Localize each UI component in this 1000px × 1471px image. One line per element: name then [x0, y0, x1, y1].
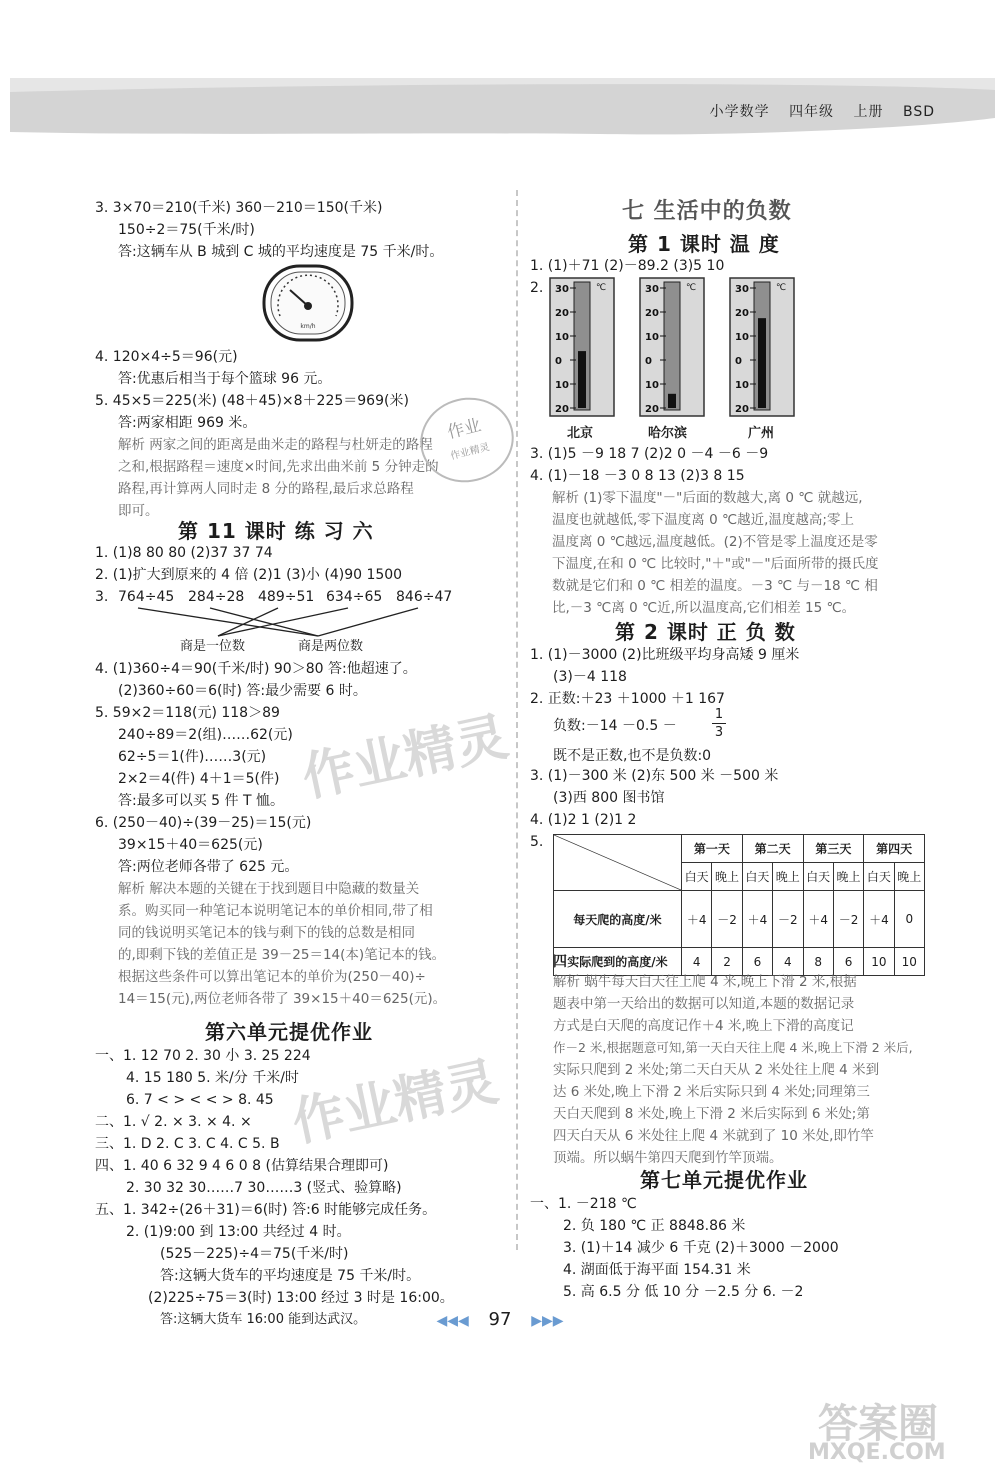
- answer-line: 62÷5＝1(件)……3(元): [118, 749, 267, 765]
- thermometer-tube: [664, 282, 680, 410]
- answer-line: 240÷89＝2(组)……62(元): [118, 727, 293, 743]
- explanation-line: 天白天爬到 8 米处,晚上下滑 2 米后实际到 6 米处;第: [553, 1106, 870, 1122]
- match-lines: [118, 606, 458, 638]
- answer-line: 2×2＝4(件) 4＋1＝5(件): [118, 771, 280, 787]
- answer-line: 答:这辆车从 B 城到 C 城的平均速度是 75 千米/时。: [118, 244, 444, 260]
- thermometer-tick-label: 10: [555, 332, 569, 343]
- explanation-line: 达 6 米处,晚上下滑 2 米后实际只到 4 米处;同理第三: [553, 1084, 870, 1100]
- thermometer-tick-label: 10: [555, 380, 569, 391]
- explanation-line: 温度离 0 ℃越远,温度越低。(2)不管是零上温度还是零: [552, 534, 878, 550]
- table-subheader: 白天: [742, 863, 772, 891]
- answer-line: 1. (1)－3000 (2)比班级平均身高矮 9 厘米: [530, 647, 800, 663]
- thermometer-label: 北京: [567, 426, 594, 441]
- match-item: 489÷51: [258, 589, 315, 605]
- answer-line: 4. 15 180 5. 米/分 千米/时: [126, 1070, 299, 1086]
- corner-watermark: 答案圈: [818, 1401, 938, 1447]
- answer-line: 4. (1)－18 －3 0 8 13 (2)3 8 15: [530, 468, 745, 484]
- thermometer-tick-label: 10: [645, 332, 659, 343]
- explanation-line: 解析 两家之间的距离是曲米走的路程与杜妍走的路程: [118, 437, 433, 453]
- answer-line: 5. 59×2＝118(元) 118＞89: [95, 705, 280, 721]
- table-row-label: 每天爬的高度/米: [554, 891, 682, 948]
- thermometer-tick-label: 10: [645, 380, 659, 391]
- answer-line: 2. (1)扩大到原来的 4 倍 (2)1 (3)小 (4)90 1500: [95, 567, 403, 583]
- thermometer-tick-label: 20: [645, 308, 659, 319]
- unit-title: 七 生活中的负数: [622, 199, 792, 224]
- unit-title: 第七单元提优作业: [640, 1168, 808, 1192]
- answer-line: 4. 120×4÷5＝96(元): [95, 349, 238, 365]
- thermometer-tick-label: 20: [555, 404, 569, 415]
- answer-line: 答:这辆大货车的平均速度是 75 千米/时。: [160, 1268, 421, 1284]
- answer-line: 答:这辆大货车 16:00 能到达武汉。: [160, 1312, 367, 1327]
- explanation-line: 题表中第一天给出的数据可以知道,本题的数据记录: [553, 996, 855, 1012]
- answer-line: 2. 30 32 30……7 30……3 (竖式、验算略): [126, 1180, 402, 1196]
- table-cell: 4: [773, 948, 803, 976]
- explanation-line: 同的钱说明买笔记本的钱与剩下的钱的总数是相同: [118, 925, 415, 941]
- answer-line: 3. (1)5 －9 18 7 (2)2 0 －4 －6 －9: [530, 446, 769, 462]
- table-subheader: 晚上: [712, 863, 742, 891]
- table-header: 第二天: [742, 835, 803, 863]
- thermometer-liquid: [578, 351, 586, 408]
- header-volume: 上册: [853, 104, 884, 120]
- answer-line: 150÷2＝75(千米/时): [118, 222, 255, 238]
- table-subheader: 晚上: [833, 863, 863, 891]
- explanation-line: 解析 蜗牛每天白天往上爬 4 米,晚上下滑 2 米,根据: [553, 974, 857, 990]
- table-subheader: 白天: [803, 863, 833, 891]
- table-cell: 4: [682, 948, 712, 976]
- answer-line: 4. 湖面低于海平面 154.31 米: [563, 1262, 751, 1278]
- explanation-line: 作－2 米,根据题意可知,第一天白天往上爬 4 米,晚上下滑 2 米后,: [553, 1040, 913, 1055]
- explanation-line: 系。购买同一种笔记本说明笔记本的单价相同,带了相: [118, 903, 433, 919]
- answer-line: 答:两位老师各带了 625 元。: [118, 859, 299, 875]
- explanation-line: 之和,根据路程＝速度×时间,先求出曲米前 5 分钟走的: [118, 459, 439, 475]
- thermometer: [640, 278, 704, 416]
- explanation-line: 数就是它们和 0 ℃ 相差的温度。－3 ℃ 与－18 ℃ 相: [552, 578, 878, 594]
- thermometer-tick-label: 10: [735, 332, 749, 343]
- table-subheader: 晚上: [894, 863, 924, 891]
- thermometer-tick-label: 0: [555, 356, 562, 367]
- answer-line: (2)225÷75＝3(时) 13:00 经过 3 时是 16:00。: [148, 1290, 454, 1306]
- explanation-line: 的,即剩下钱的差值正是 39－25＝14(本)笔记本的钱。: [118, 947, 446, 963]
- match-item: 284÷28: [188, 589, 245, 605]
- explanation-line: 四天白天从 6 米处往上爬 4 米就到了 10 米处,即竹竿: [553, 1128, 874, 1144]
- thermometer-tick-label: 10: [735, 380, 749, 391]
- answer-line: 2. 正数:＋23 ＋1000 ＋1 167: [530, 691, 725, 707]
- match-number: 3.: [95, 589, 109, 605]
- answer-line: 五、1. 342÷(26＋31)＝6(时) 答:6 时能够完成任务。: [95, 1202, 437, 1218]
- explanation-line: 即可。: [118, 503, 159, 519]
- stamp-watermark: 作业 作业精灵: [411, 388, 523, 492]
- table-cell: ＋4: [803, 891, 833, 948]
- answer-line: 四: [553, 954, 567, 970]
- header-subject: 小学数学: [709, 104, 770, 120]
- next-arrows-icon: ▶▶▶: [531, 1313, 564, 1329]
- answer-line: 4. (1)360÷4＝90(千米/时) 90＞80 答:他超速了。: [95, 661, 417, 677]
- thermometer-tick-label: 0: [645, 356, 652, 367]
- match-item: 634÷65: [326, 589, 383, 605]
- table-subheader: 晚上: [773, 863, 803, 891]
- explanation-line: 解析 (1)零下温度"－"后面的数越大,离 0 ℃ 就越远,: [552, 490, 863, 506]
- page-number-bar: [0, 1309, 1000, 1330]
- watermark-text: 作业精灵: [287, 1051, 504, 1154]
- table-cell: －2: [833, 891, 863, 948]
- table-cell: －2: [773, 891, 803, 948]
- match-item: 764÷45: [118, 589, 175, 605]
- table-header: 第一天: [682, 835, 743, 863]
- explanation-line: 14＝15(元),两位老师各带了 39×15＋40＝625(元)。: [118, 991, 447, 1007]
- explanation-line: 顶端。所以蜗牛第四天爬到竹竿顶端。: [553, 1150, 783, 1166]
- thermometer-unit: ℃: [686, 283, 697, 293]
- site-watermark: MXQE.COM: [808, 1440, 946, 1465]
- watermark-text: 作业精灵: [297, 706, 514, 809]
- answer-line: 3. (1)－300 米 (2)东 500 米 －500 米: [530, 768, 779, 784]
- answer-line: 5. 45×5＝225(米) (48＋45)×8＋225＝969(米): [95, 393, 409, 409]
- table-cell: 6: [742, 948, 772, 976]
- thermometer-tick-label: 20: [735, 404, 749, 415]
- table-header: 第三天: [803, 835, 864, 863]
- match-category: 商是一位数: [180, 639, 246, 654]
- thermometer-liquid: [668, 394, 676, 408]
- lesson-title: 第 2 课时 正 负 数: [615, 620, 796, 644]
- header-meta: [696, 101, 935, 121]
- thermometer: [550, 278, 614, 416]
- lesson-title: 第 1 课时 温 度: [628, 232, 780, 256]
- answer-line: 答:两家相距 969 米。: [118, 415, 257, 431]
- answer-line: 6. (250－40)÷(39－25)＝15(元): [95, 815, 312, 831]
- speedometer-icon: [262, 264, 354, 342]
- answer-line: 一、1. －218 ℃: [530, 1196, 637, 1212]
- thermometer-tick-label: 30: [645, 284, 659, 295]
- answer-line: (2)360÷60＝6(时) 答:最少需要 6 时。: [118, 683, 367, 699]
- answer-line: (3)西 800 图书馆: [553, 790, 665, 806]
- explanation-line: 比,－3 ℃离 0 ℃近,所以温度高,它们相差 15 ℃。: [552, 600, 856, 616]
- table-subheader: 白天: [864, 863, 894, 891]
- explanation-line: 根据这些条件可以算出笔记本的单价为(250－40)÷: [118, 969, 426, 985]
- table-cell: －2: [712, 891, 742, 948]
- page-number: 97: [488, 1309, 512, 1330]
- answer-line: 答:最多可以买 5 件 T 恤。: [118, 793, 284, 809]
- lesson-title: 第 11 课时 练 习 六: [178, 519, 374, 543]
- answer-line: (525－225)÷4＝75(千米/时): [160, 1246, 349, 1262]
- prev-arrows-icon: ◀◀◀: [436, 1313, 469, 1329]
- answer-line: 5. 高 6.5 分 低 10 分 －2.5 分 6. －2: [563, 1284, 804, 1300]
- thermometer-unit: ℃: [596, 283, 607, 293]
- thermometer-tick-label: 30: [735, 284, 749, 295]
- thermometer: [730, 278, 794, 416]
- explanation-line: 路程,再计算两人同时走 8 分的路程,最后求总路程: [118, 481, 414, 497]
- thermometer-label: 哈尔滨: [648, 426, 688, 441]
- explanation-line: 解析 解决本题的关键在于找到题目中隐藏的数量关: [118, 881, 420, 897]
- header-edition: BSD: [902, 104, 935, 120]
- thermometer-tick-label: 20: [555, 308, 569, 319]
- answer-line: 5.: [530, 834, 544, 850]
- thermometer-tick-label: 20: [645, 404, 659, 415]
- thermometer-label: 广州: [748, 426, 775, 441]
- table-cell: ＋4: [864, 891, 894, 948]
- answer-line: 4. (1)2 1 (2)1 2: [530, 812, 637, 828]
- table-cell: 6: [833, 948, 863, 976]
- match-item: 846÷47: [396, 589, 453, 605]
- answer-line: 2.: [530, 280, 544, 296]
- table-cell: ＋4: [742, 891, 772, 948]
- answer-line: 2. (1)9:00 到 13:00 共经过 4 时。: [126, 1224, 351, 1240]
- table-subheader: 白天: [682, 863, 712, 891]
- gauge-unit: km/h: [300, 323, 316, 330]
- explanation-line: 方式是白天爬的高度记作＋4 米,晚上下滑的高度记: [553, 1018, 854, 1034]
- answer-line: 2. 负 180 ℃ 正 8848.86 米: [563, 1218, 746, 1234]
- thermometer-unit: ℃: [776, 283, 787, 293]
- table-cell: 8: [803, 948, 833, 976]
- unit-title: 第六单元提优作业: [205, 1020, 373, 1044]
- thermometer-liquid: [758, 318, 766, 408]
- answer-line: 1. (1)8 80 80 (2)37 37 74: [95, 545, 273, 561]
- table-cell: 10: [864, 948, 894, 976]
- table-cell: 0: [894, 891, 924, 948]
- answer-line: 四、1. 40 6 32 9 4 6 0 8 (估算结果合理即可): [95, 1158, 389, 1174]
- answer-line: 39×15＋40＝625(元): [118, 837, 263, 853]
- thermometer-tick-label: 20: [735, 308, 749, 319]
- answer-line: (3)－4 118: [553, 669, 627, 685]
- answer-line: 一、1. 12 70 2. 30 小 3. 25 224: [95, 1048, 311, 1064]
- explanation-line: 实际只爬到 2 米处;第二天白天从 2 米处往上爬 4 米到: [553, 1062, 880, 1078]
- answer-line: 负数:－14 －0.5 －: [553, 718, 677, 734]
- answer-line: 答:优惠后相当于每个篮球 96 元。: [118, 371, 332, 387]
- snail-table: [553, 834, 925, 976]
- thermometer-tick-label: 0: [735, 356, 742, 367]
- column-divider: [516, 190, 518, 1250]
- table-header: 第四天: [864, 835, 925, 863]
- table-cell: ＋4: [682, 891, 712, 948]
- answer-line: 3. (1)＋14 减少 6 千克 (2)＋3000 －2000: [563, 1240, 839, 1256]
- answer-line: 既不是正数,也不是负数:0: [553, 748, 712, 764]
- table-cell: 10: [894, 948, 924, 976]
- table-cell: 2: [712, 948, 742, 976]
- answer-line: 1. (1)＋71 (2)－89.2 (3)5 10: [530, 258, 725, 274]
- explanation-line: 温度也就越低,零下温度离 0 ℃越近,温度越高;零上: [552, 512, 854, 528]
- table-row-label: 实际爬到的高度/米: [554, 948, 682, 976]
- thermometer-tick-label: 30: [555, 284, 569, 295]
- answer-line: 6. 7 < > < < > 8. 45: [126, 1092, 274, 1108]
- fraction: 1 3: [712, 706, 726, 741]
- table-corner: [554, 835, 682, 891]
- header-band: [0, 0, 1000, 150]
- match-category: 商是两位数: [298, 639, 364, 654]
- answer-line: 二、1. √ 2. × 3. × 4. ×: [95, 1114, 252, 1130]
- explanation-line: 下温度,在和 0 ℃ 比较时,"＋"或"－"后面所带的摄氏度: [552, 556, 879, 572]
- answer-line: 三、1. D 2. C 3. C 4. C 5. B: [95, 1136, 280, 1152]
- thermometer-group: [548, 276, 808, 418]
- answer-line: 3. 3×70＝210(千米) 360－210＝150(千米): [95, 200, 383, 216]
- header-grade: 四年级: [789, 104, 835, 120]
